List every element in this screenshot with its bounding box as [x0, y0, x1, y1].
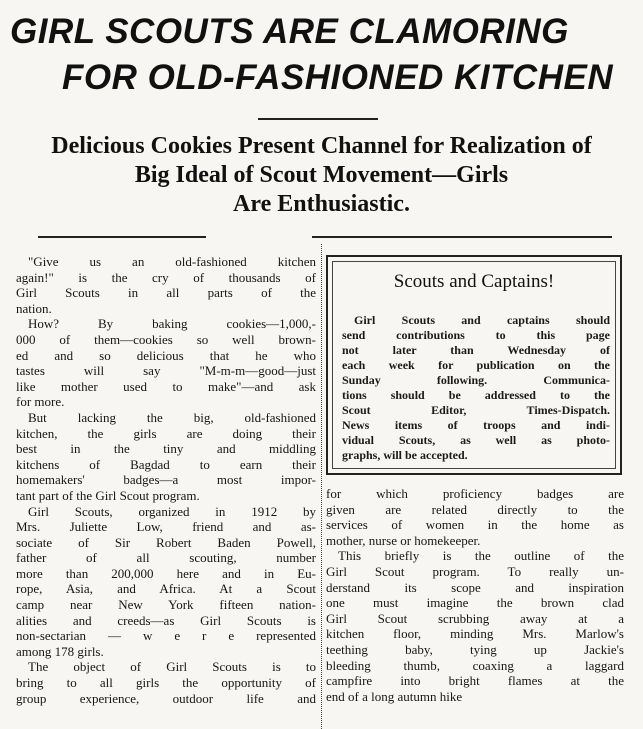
article-line: This briefly is the outline of the — [338, 548, 624, 564]
article-line: mother, nurse or homekeeper. — [326, 532, 481, 548]
article-left-column — [16, 254, 316, 706]
article-line: for more. — [16, 394, 65, 410]
article-line: How? By baking cookies—1,000,- — [28, 316, 316, 332]
article-line: derstand its scope and inspiration — [326, 579, 624, 595]
article-line: nation. — [16, 300, 52, 316]
article-line: tant part of the Girl Scout program. — [16, 487, 200, 503]
notice-line: Scout Editor, Times-Dispatch. — [342, 403, 610, 417]
article-line: Girl Scouts, organized in 1912 by — [28, 503, 316, 519]
article-line: campfire into bright flames at the — [326, 673, 624, 689]
notice-line: send contributions to this page — [342, 328, 610, 342]
article-line: Girl Scout scrubbing away at a — [326, 610, 624, 626]
article-line: But lacking the big, old-fashioned — [28, 409, 316, 425]
article-line: rope, Asia, and Africa. At a Scout — [16, 581, 316, 597]
article-line: Girl Scout program. To really un- — [326, 563, 624, 579]
notice-line: graphs, will be accepted. — [342, 448, 468, 462]
article-line: kitchen, the girls are doing their — [16, 425, 316, 441]
article-line: given are related directly to the — [326, 501, 624, 517]
article-line: sociate of Sir Robert Baden Powell, — [16, 534, 316, 550]
deck-line: Big Ideal of Scout Movement—Girls — [134, 162, 509, 188]
article-line: among 178 girls. — [16, 643, 104, 659]
headline-line-1: GIRL SCOUTS ARE CLAMORING — [10, 12, 569, 51]
article-line: alities and creeds—as Girl Scouts is — [16, 612, 316, 628]
article-line: ed and so delicious that he who — [16, 347, 316, 363]
article-line: one must imagine the brown clad — [326, 595, 624, 611]
article-line: 000 of them—cookies so well brown- — [16, 331, 316, 347]
notice-line: Sunday following. Communica- — [342, 373, 610, 387]
article-line: Girl Scouts in all parts of the — [16, 285, 316, 301]
article-line: again!" is the cry of thousands of — [16, 269, 316, 285]
article-line: camp near New York fifteen nation- — [16, 597, 316, 613]
article-line: The object of Girl Scouts is to — [28, 659, 316, 675]
headline-line-2: FOR OLD-FASHIONED KITCHEN — [62, 58, 614, 97]
article-line: kitchen floor, minding Mrs. Marlow's — [326, 626, 624, 642]
article-line: group experience, outdoor life and — [16, 690, 316, 706]
article-line: more than 200,000 here and in Eu- — [16, 565, 316, 581]
notice-line: vidual Scouts, as well as photo- — [342, 433, 610, 447]
notice-line: not later than Wednesday of — [342, 343, 610, 357]
article-line: teething baby, tying up Jackie's — [326, 641, 624, 657]
article-line: best in the tiny and middling — [16, 441, 316, 457]
headline-divider — [258, 118, 378, 120]
article-line: like mother used to make"—and ask — [16, 378, 316, 394]
article-line: bring to all girls the opportunity of — [16, 675, 316, 691]
column-divider — [321, 244, 322, 729]
notice-box-body — [342, 313, 610, 463]
deck-divider-left — [38, 236, 206, 238]
notice-line: each week for publication on the — [342, 358, 610, 372]
article-line: services of women in the home as — [326, 517, 624, 533]
notice-line: News items of troops and indi- — [342, 418, 610, 432]
deck-line: Are Enthusiastic. — [233, 191, 410, 217]
notice-line: Girl Scouts and captains should — [354, 313, 610, 327]
deck-divider-right — [312, 236, 612, 238]
article-line: homemakers' badges—a most impor- — [16, 472, 316, 488]
scouts-notice-box — [326, 255, 622, 475]
deck-line: Delicious Cookies Present Channel for Realization of — [51, 133, 592, 159]
article-line: bleeding thumb, coaxing a laggard — [326, 657, 624, 673]
subheadline-deck — [0, 132, 643, 219]
article-line: father of all scouting, number — [16, 550, 316, 566]
article-line: non-sectarian — w e r e represented — [16, 628, 316, 644]
article-line: kitchens of Bagdad to earn their — [16, 456, 316, 472]
article-line: tastes will say "M-m-m—good—just — [16, 363, 316, 379]
article-line: end of a long autumn hike — [326, 688, 463, 704]
article-line: for which proficiency badges are — [326, 486, 624, 501]
notice-line: tions should be addressed to the — [342, 388, 610, 402]
article-right-column — [326, 486, 624, 704]
article-line: Mrs. Juliette Low, friend and as- — [16, 519, 316, 535]
article-line: "Give us an old-fashioned kitchen — [28, 254, 316, 269]
notice-box-title: Scouts and Captains! — [393, 271, 555, 292]
